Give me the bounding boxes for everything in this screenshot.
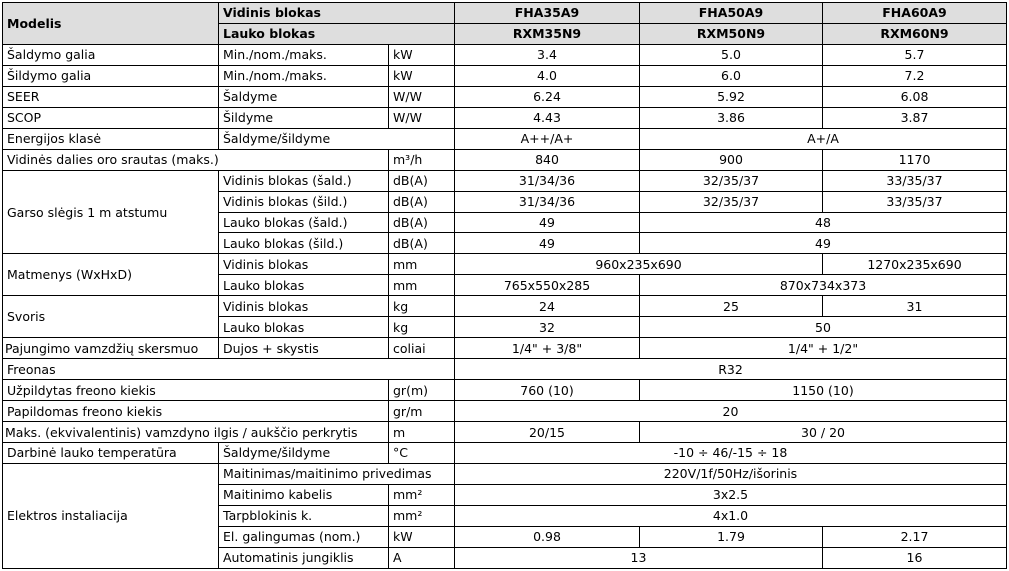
row-mode: Šaldyme/šildyme bbox=[219, 443, 389, 464]
row-value: 840 bbox=[455, 149, 640, 170]
row-value: 50 bbox=[640, 317, 1007, 338]
row-unit: A bbox=[389, 547, 455, 568]
row-unit: mm bbox=[389, 254, 455, 275]
row-label: Pajungimo vamzdžių skersmuo bbox=[3, 338, 219, 359]
table-row bbox=[3, 149, 1007, 170]
row-value: 24 bbox=[455, 296, 640, 317]
row-value: 870x734x373 bbox=[640, 275, 1007, 296]
row-unit: dB(A) bbox=[389, 170, 455, 191]
row-value: 49 bbox=[640, 233, 1007, 254]
row-value: 4.43 bbox=[455, 107, 640, 128]
row-value: 1170 bbox=[823, 149, 1007, 170]
table-row bbox=[3, 338, 1007, 359]
row-unit: mm² bbox=[389, 505, 455, 526]
row-value: 20/15 bbox=[455, 422, 640, 443]
row-value: A++/A+ bbox=[455, 128, 640, 149]
row-label: Matmenys (WxHxD) bbox=[3, 254, 219, 296]
row-unit: dB(A) bbox=[389, 233, 455, 254]
row-unit: kg bbox=[389, 317, 455, 338]
row-value: 5.7 bbox=[823, 44, 1007, 65]
row-unit: gr(m) bbox=[389, 380, 455, 401]
row-value: 6.08 bbox=[823, 86, 1007, 107]
row-value: R32 bbox=[455, 359, 1007, 380]
row-sub: Vidinis blokas (šald.) bbox=[219, 170, 389, 191]
table-row bbox=[3, 463, 1007, 484]
row-unit: mm bbox=[389, 275, 455, 296]
row-sub: Lauko blokas bbox=[219, 275, 389, 296]
table-row bbox=[3, 107, 1007, 128]
outdoor-model-2: RXM50N9 bbox=[640, 23, 823, 44]
row-label: Freonas bbox=[3, 359, 455, 380]
row-value: 760 (10) bbox=[455, 380, 640, 401]
row-value: 6.24 bbox=[455, 86, 640, 107]
table-row bbox=[3, 170, 1007, 191]
table-row bbox=[3, 443, 1007, 464]
lauko-blokas-header: Lauko blokas bbox=[219, 23, 455, 44]
row-unit: coliai bbox=[389, 338, 455, 359]
row-value: 30 / 20 bbox=[640, 422, 1007, 443]
row-value: 49 bbox=[455, 233, 640, 254]
row-value: 3.86 bbox=[640, 107, 823, 128]
row-value: 31/34/36 bbox=[455, 191, 640, 212]
row-sub: Lauko blokas (šald.) bbox=[219, 212, 389, 233]
outdoor-model-1: RXM35N9 bbox=[455, 23, 640, 44]
row-value: 32 bbox=[455, 317, 640, 338]
row-value: 1/4" + 1/2" bbox=[640, 338, 1007, 359]
row-value: 31 bbox=[823, 296, 1007, 317]
row-label: Energijos klasė bbox=[3, 128, 219, 149]
row-mode: Dujos + skystis bbox=[219, 338, 389, 359]
row-label: Vidinės dalies oro srautas (maks.) bbox=[3, 149, 389, 170]
row-unit: dB(A) bbox=[389, 191, 455, 212]
indoor-model-2: FHA50A9 bbox=[640, 3, 823, 24]
row-value: 20 bbox=[455, 401, 1007, 422]
row-value: 6.0 bbox=[640, 65, 823, 86]
row-value: 1/4" + 3/8" bbox=[455, 338, 640, 359]
row-sub: Automatinis jungiklis bbox=[219, 547, 389, 568]
row-label: Užpildytas freono kiekis bbox=[3, 380, 389, 401]
row-sub: Lauko blokas bbox=[219, 317, 389, 338]
row-value: 33/35/37 bbox=[823, 191, 1007, 212]
row-unit: kW bbox=[389, 65, 455, 86]
table-row bbox=[3, 359, 1007, 380]
row-sub: Maitinimas/maitinimo privedimas bbox=[219, 463, 455, 484]
row-value: 7.2 bbox=[823, 65, 1007, 86]
row-mode: Šildyme bbox=[219, 107, 389, 128]
table-row bbox=[3, 65, 1007, 86]
row-value: 0.98 bbox=[455, 526, 640, 547]
row-value: 5.0 bbox=[640, 44, 823, 65]
row-label: Elektros instaliacija bbox=[3, 463, 219, 568]
row-value: -10 ÷ 46/-15 ÷ 18 bbox=[455, 443, 1007, 464]
modelis-header: Modelis bbox=[3, 3, 219, 45]
row-label: SEER bbox=[3, 86, 219, 107]
row-unit: °C bbox=[389, 443, 455, 464]
row-label: Darbinė lauko temperatūra bbox=[3, 443, 219, 464]
row-label: Svoris bbox=[3, 296, 219, 338]
table-row bbox=[3, 44, 1007, 65]
row-value: 4x1.0 bbox=[455, 505, 1007, 526]
row-value: 32/35/37 bbox=[640, 191, 823, 212]
row-unit: W/W bbox=[389, 107, 455, 128]
row-label: Maks. (ekvivalentinis) vamzdyno ilgis / aukščio perkrytis bbox=[3, 422, 389, 443]
row-unit: m bbox=[389, 422, 455, 443]
row-sub: Lauko blokas (šild.) bbox=[219, 233, 389, 254]
row-value: 48 bbox=[640, 212, 1007, 233]
row-label: Šaldymo galia bbox=[3, 44, 219, 65]
row-label: SCOP bbox=[3, 107, 219, 128]
row-mode: Min./nom./maks. bbox=[219, 44, 389, 65]
row-mode: Min./nom./maks. bbox=[219, 65, 389, 86]
row-sub: Vidinis blokas bbox=[219, 296, 389, 317]
row-value: 16 bbox=[823, 547, 1007, 568]
table-row bbox=[3, 401, 1007, 422]
row-unit: m³/h bbox=[389, 149, 455, 170]
header-row-indoor bbox=[3, 3, 1007, 24]
indoor-model-1: FHA35A9 bbox=[455, 3, 640, 24]
outdoor-model-3: RXM60N9 bbox=[823, 23, 1007, 44]
indoor-model-3: FHA60A9 bbox=[823, 3, 1007, 24]
row-value: A+/A bbox=[640, 128, 1007, 149]
table-row bbox=[3, 254, 1007, 275]
row-mode: Šaldyme bbox=[219, 86, 389, 107]
row-value: 1150 (10) bbox=[640, 380, 1007, 401]
table-row bbox=[3, 422, 1007, 443]
row-sub: Vidinis blokas bbox=[219, 254, 389, 275]
row-value: 49 bbox=[455, 212, 640, 233]
row-value: 3x2.5 bbox=[455, 484, 1007, 505]
row-value: 31/34/36 bbox=[455, 170, 640, 191]
row-value: 960x235x690 bbox=[455, 254, 823, 275]
row-sub: El. galingumas (nom.) bbox=[219, 526, 389, 547]
row-sub: Maitinimo kabelis bbox=[219, 484, 389, 505]
row-value: 4.0 bbox=[455, 65, 640, 86]
row-label: Garso slėgis 1 m atstumu bbox=[3, 170, 219, 254]
row-label: Šildymo galia bbox=[3, 65, 219, 86]
table-row bbox=[3, 380, 1007, 401]
row-unit: dB(A) bbox=[389, 212, 455, 233]
row-sub: Tarpblokinis k. bbox=[219, 505, 389, 526]
row-unit: kW bbox=[389, 44, 455, 65]
row-mode: Šaldyme/šildyme bbox=[219, 128, 455, 149]
row-value: 25 bbox=[640, 296, 823, 317]
spec-table bbox=[2, 2, 1007, 569]
row-label: Papildomas freono kiekis bbox=[3, 401, 389, 422]
row-unit: kW bbox=[389, 526, 455, 547]
table-row bbox=[3, 128, 1007, 149]
row-unit: kg bbox=[389, 296, 455, 317]
row-value: 3.4 bbox=[455, 44, 640, 65]
row-value: 3.87 bbox=[823, 107, 1007, 128]
table-row bbox=[3, 296, 1007, 317]
row-value: 1.79 bbox=[640, 526, 823, 547]
row-unit: gr/m bbox=[389, 401, 455, 422]
row-value: 33/35/37 bbox=[823, 170, 1007, 191]
row-sub: Vidinis blokas (šild.) bbox=[219, 191, 389, 212]
row-value: 5.92 bbox=[640, 86, 823, 107]
table-row bbox=[3, 86, 1007, 107]
row-value: 765x550x285 bbox=[455, 275, 640, 296]
row-value: 1270x235x690 bbox=[823, 254, 1007, 275]
row-value: 13 bbox=[455, 547, 823, 568]
row-value: 900 bbox=[640, 149, 823, 170]
vidinis-blokas-header: Vidinis blokas bbox=[219, 3, 455, 24]
row-value: 32/35/37 bbox=[640, 170, 823, 191]
row-value: 220V/1f/50Hz/išorinis bbox=[455, 463, 1007, 484]
row-unit: mm² bbox=[389, 484, 455, 505]
row-value: 2.17 bbox=[823, 526, 1007, 547]
row-unit: W/W bbox=[389, 86, 455, 107]
